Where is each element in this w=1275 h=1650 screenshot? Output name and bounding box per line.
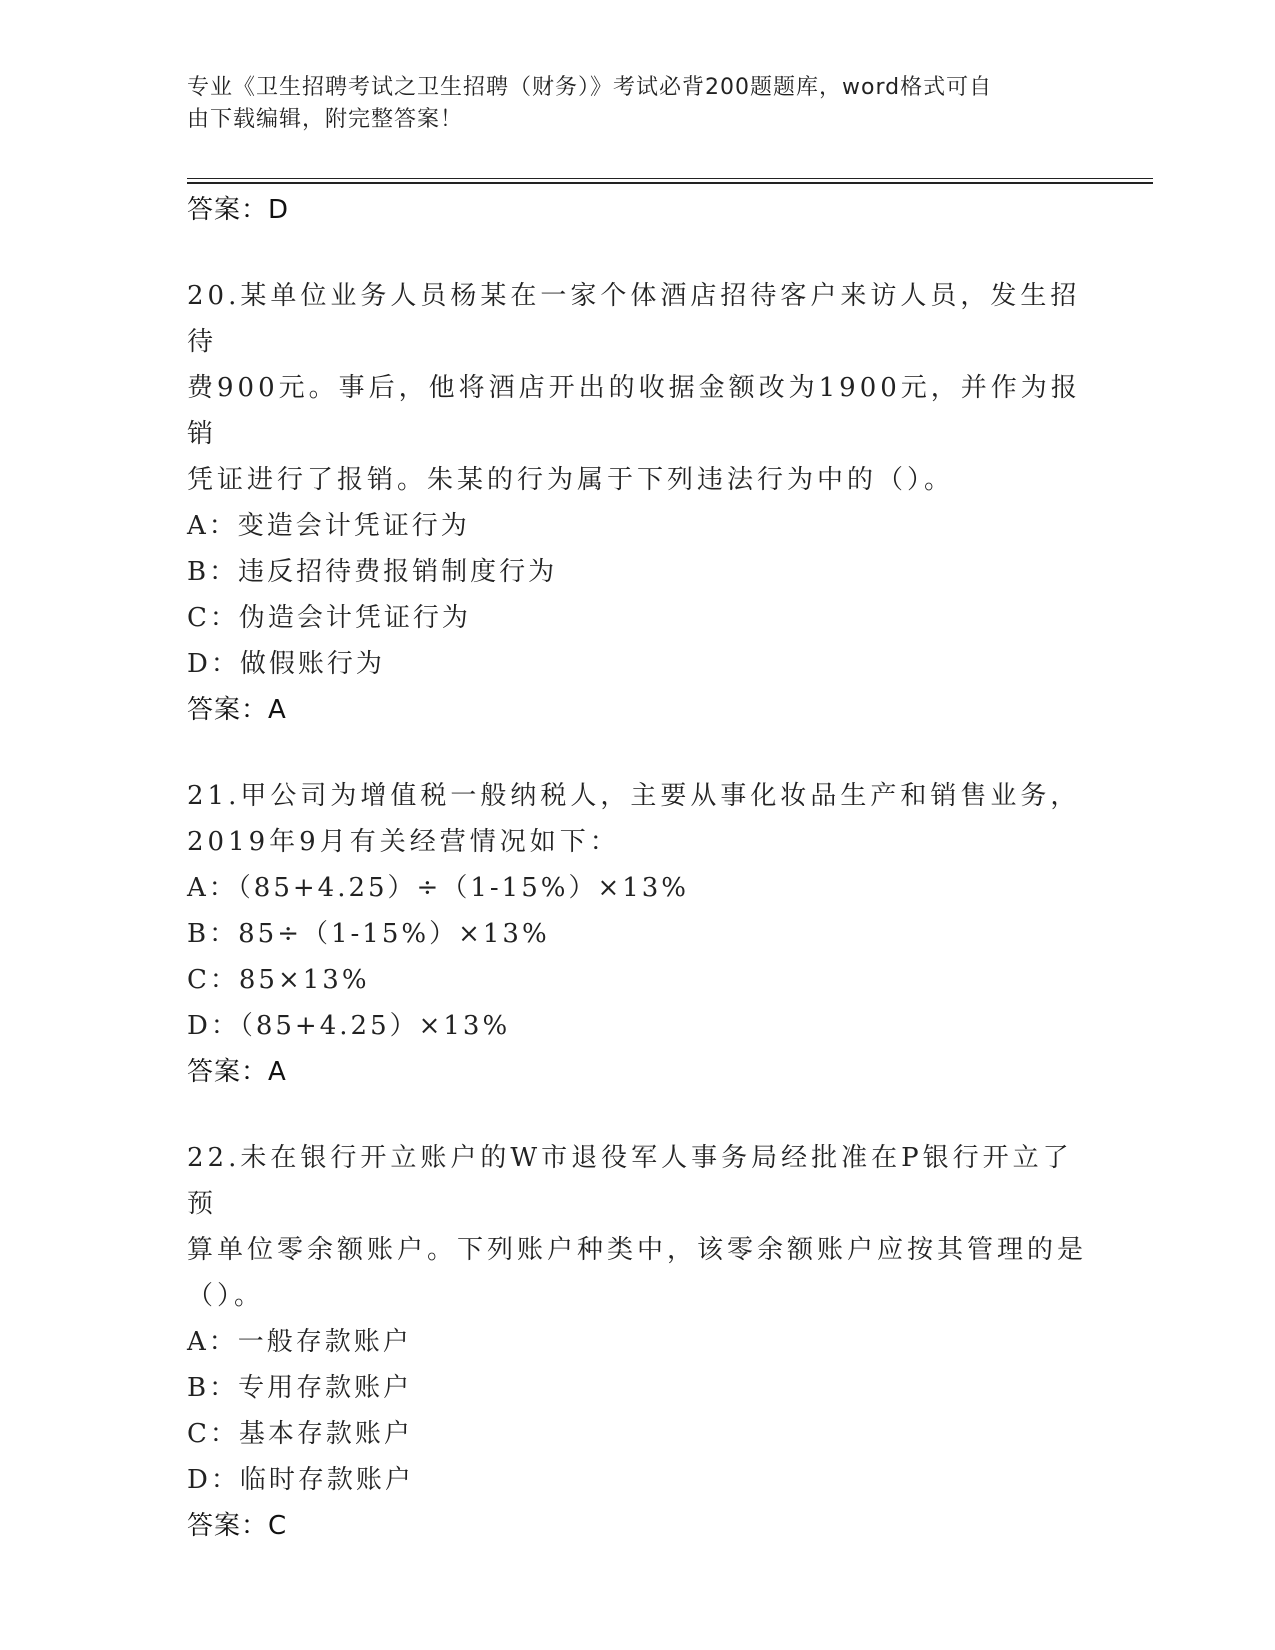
option-c: C：85×13% — [187, 965, 370, 995]
option-a: A：变造会计凭证行为 — [187, 511, 470, 541]
question-stem-line: 2019年9月有关经营情况如下： — [187, 827, 620, 857]
header-line-1: 专业《卫生招聘考试之卫生招聘（财务）》考试必背200题题库，word格式可自 — [187, 75, 993, 100]
question-stem-line: （）。 — [187, 1281, 265, 1311]
option-b: B：85÷（1-15%）×13% — [187, 919, 550, 949]
question-block-22 — [187, 1135, 1087, 1549]
answer-line: 答案：A — [187, 695, 287, 725]
header-divider-thin — [187, 178, 1153, 179]
option-c: C：伪造会计凭证行为 — [187, 603, 471, 633]
option-d: D：做假账行为 — [187, 649, 385, 679]
question-block-21 — [187, 773, 1087, 1095]
question-stem-line: 20.某单位业务人员杨某在一家个体酒店招待客户来访人员，发生招待 — [187, 281, 1081, 357]
question-stem-line: 费900元。事后，他将酒店开出的收据金额改为1900元，并作为报销 — [187, 373, 1081, 449]
document-body — [187, 187, 1087, 1549]
option-b: B：专用存款账户 — [187, 1373, 413, 1403]
option-a: A：（85+4.25）÷（1-15%）×13% — [187, 873, 690, 903]
option-d: D：（85+4.25）×13% — [187, 1011, 511, 1041]
question-stem-line: 算单位零余额账户。下列账户种类中，该零余额账户应按其管理的是 — [187, 1235, 1088, 1265]
option-c: C：基本存款账户 — [187, 1419, 413, 1449]
option-d: D：临时存款账户 — [187, 1465, 414, 1495]
answer-line: 答案：C — [187, 1511, 288, 1541]
option-a: A：一般存款账户 — [187, 1327, 412, 1357]
header-divider-thick — [187, 182, 1153, 184]
question-stem-line: 凭证进行了报销。朱某的行为属于下列违法行为中的（）。 — [187, 465, 955, 495]
previous-answer: 答案：D — [187, 195, 290, 225]
option-b: B：违反招待费报销制度行为 — [187, 557, 558, 587]
question-stem-line: 21.甲公司为增值税一般纳税人，主要从事化妆品生产和销售业务， — [187, 781, 1081, 811]
answer-line: 答案：A — [187, 1057, 287, 1087]
question-block-20 — [187, 273, 1087, 733]
question-stem-line: 22.未在银行开立账户的W市退役军人事务局经批准在P银行开立了预 — [187, 1143, 1073, 1219]
header-line-2: 由下载编辑，附完整答案！ — [187, 107, 464, 132]
document-header — [187, 72, 1067, 136]
